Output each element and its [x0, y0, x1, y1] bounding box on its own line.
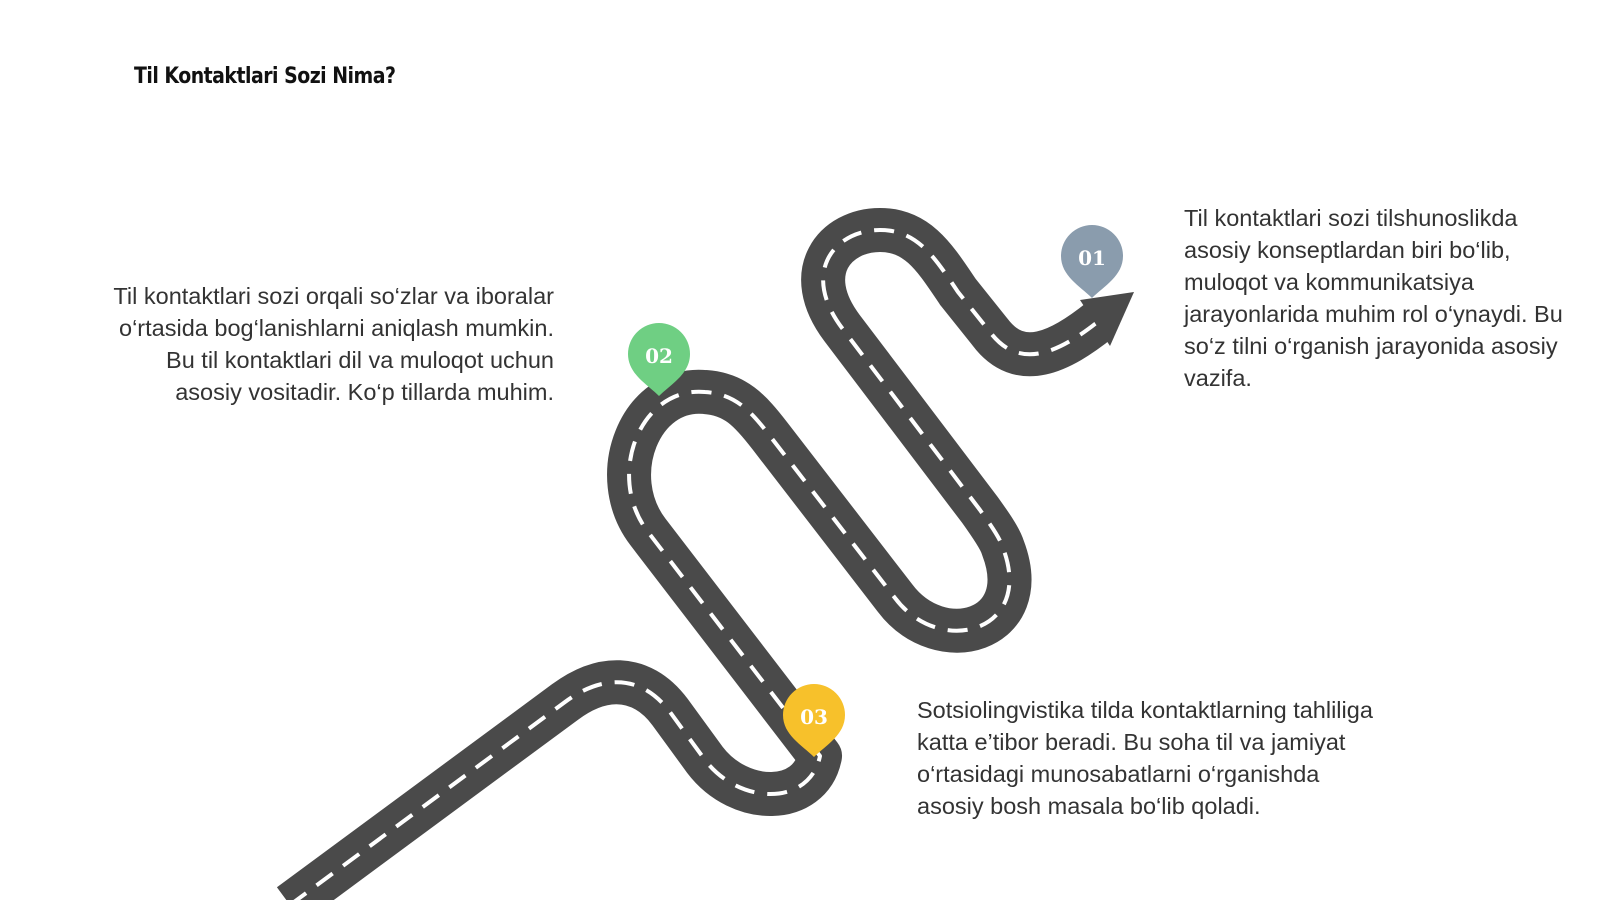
milestone-pin-01 [1061, 225, 1123, 298]
slide-title: Til Kontaktlari Sozi Nima? [134, 64, 396, 89]
milestone-number-03: 03 [800, 705, 828, 729]
milestone-number-01: 01 [1078, 246, 1106, 270]
milestone-01-description: Til kontaktlari sozi tilshunoslikda asosiy konseptlardan biri bo‘lib, muloqot va kommunikatsiya jarayonlarida muhim rol o‘ynaydi. Bu so‘z tilni o‘rganish jarayonida asosiy vazifa. [1184, 205, 1563, 391]
milestone-number-02: 02 [645, 344, 673, 368]
milestone-03-description: Sotsiolingvistika tilda kontaktlarning tahliliga katta e’tibor beradi. Bu soha til va jamiyat o‘rtasidagi munosabatlarni o‘rganishda asosiy bosh masala bo‘lib qoladi. [917, 697, 1373, 819]
milestone-02-description: Til kontaktlari sozi orqali so‘zlar va iboralar o‘rtasida bog‘lanishlarni aniqlash mumkin. Bu til kontaktlari dil va muloqot uchun asosiy vositadir. Ko‘p tillarda muhim. [113, 283, 554, 405]
